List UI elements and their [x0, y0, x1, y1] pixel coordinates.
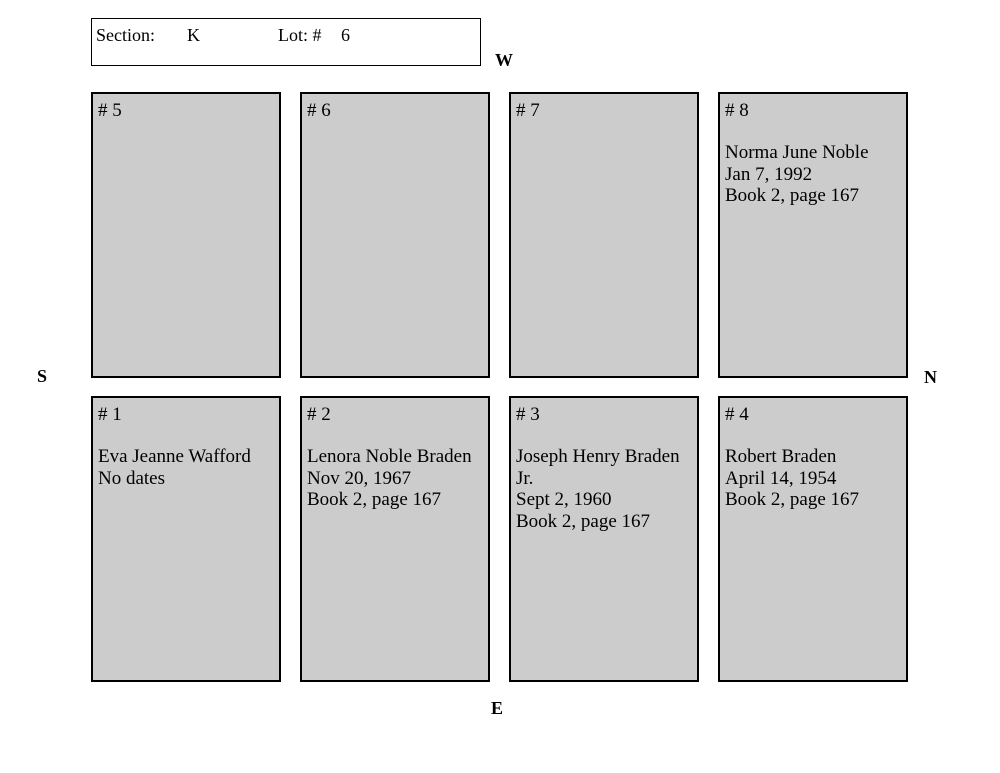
plot-details	[725, 446, 904, 511]
plot-3	[509, 396, 699, 682]
plot-number: # 7	[516, 100, 540, 121]
plot-details	[98, 446, 277, 489]
plot-number: # 6	[307, 100, 331, 121]
plot-8	[718, 92, 908, 378]
burial-date: April 14, 1954	[725, 467, 837, 489]
plot-1	[91, 396, 281, 682]
occupant-name: Joseph Henry Braden	[516, 446, 680, 467]
compass-north: N	[924, 367, 937, 387]
compass-west: W	[495, 50, 513, 70]
plot-details	[516, 446, 695, 532]
plot-7	[509, 92, 699, 378]
plot-details	[725, 142, 904, 207]
section-lot-header	[91, 18, 481, 66]
plot-details	[307, 446, 486, 511]
section-value: K	[187, 25, 200, 45]
record-reference: Book 2, page 167	[307, 489, 442, 510]
occupant-name: Robert Braden	[725, 446, 837, 467]
plot-4	[718, 396, 908, 682]
burial-date: Nov 20, 1967	[307, 467, 411, 489]
burial-date: Jan 7, 1992	[725, 163, 813, 185]
burial-date: Sept 2, 1960	[516, 489, 612, 510]
plot-2	[300, 396, 490, 682]
record-reference: Book 2, page 167	[725, 489, 860, 510]
plot-number: # 5	[98, 100, 122, 121]
plot-number: # 4	[725, 404, 749, 425]
plot-5	[91, 92, 281, 378]
occupant-name: Lenora Noble Braden	[307, 446, 472, 467]
compass-east: E	[491, 698, 504, 718]
occupant-name-suffix: Jr.	[516, 467, 534, 489]
occupant-name: Eva Jeanne Wafford	[98, 446, 251, 467]
occupant-name: Norma June Noble	[725, 142, 869, 163]
section-label: Section:	[96, 25, 155, 45]
plot-number: # 1	[98, 404, 122, 425]
record-reference: Book 2, page 167	[725, 185, 860, 206]
plot-number: # 3	[516, 404, 540, 425]
lot-label: Lot: #	[278, 25, 322, 45]
lot-value: 6	[341, 25, 350, 45]
plot-number: # 2	[307, 404, 331, 425]
compass-south: S	[37, 366, 48, 386]
plot-6	[300, 92, 490, 378]
burial-date: No dates	[98, 467, 166, 489]
plot-number: # 8	[725, 100, 749, 121]
record-reference: Book 2, page 167	[516, 510, 651, 532]
